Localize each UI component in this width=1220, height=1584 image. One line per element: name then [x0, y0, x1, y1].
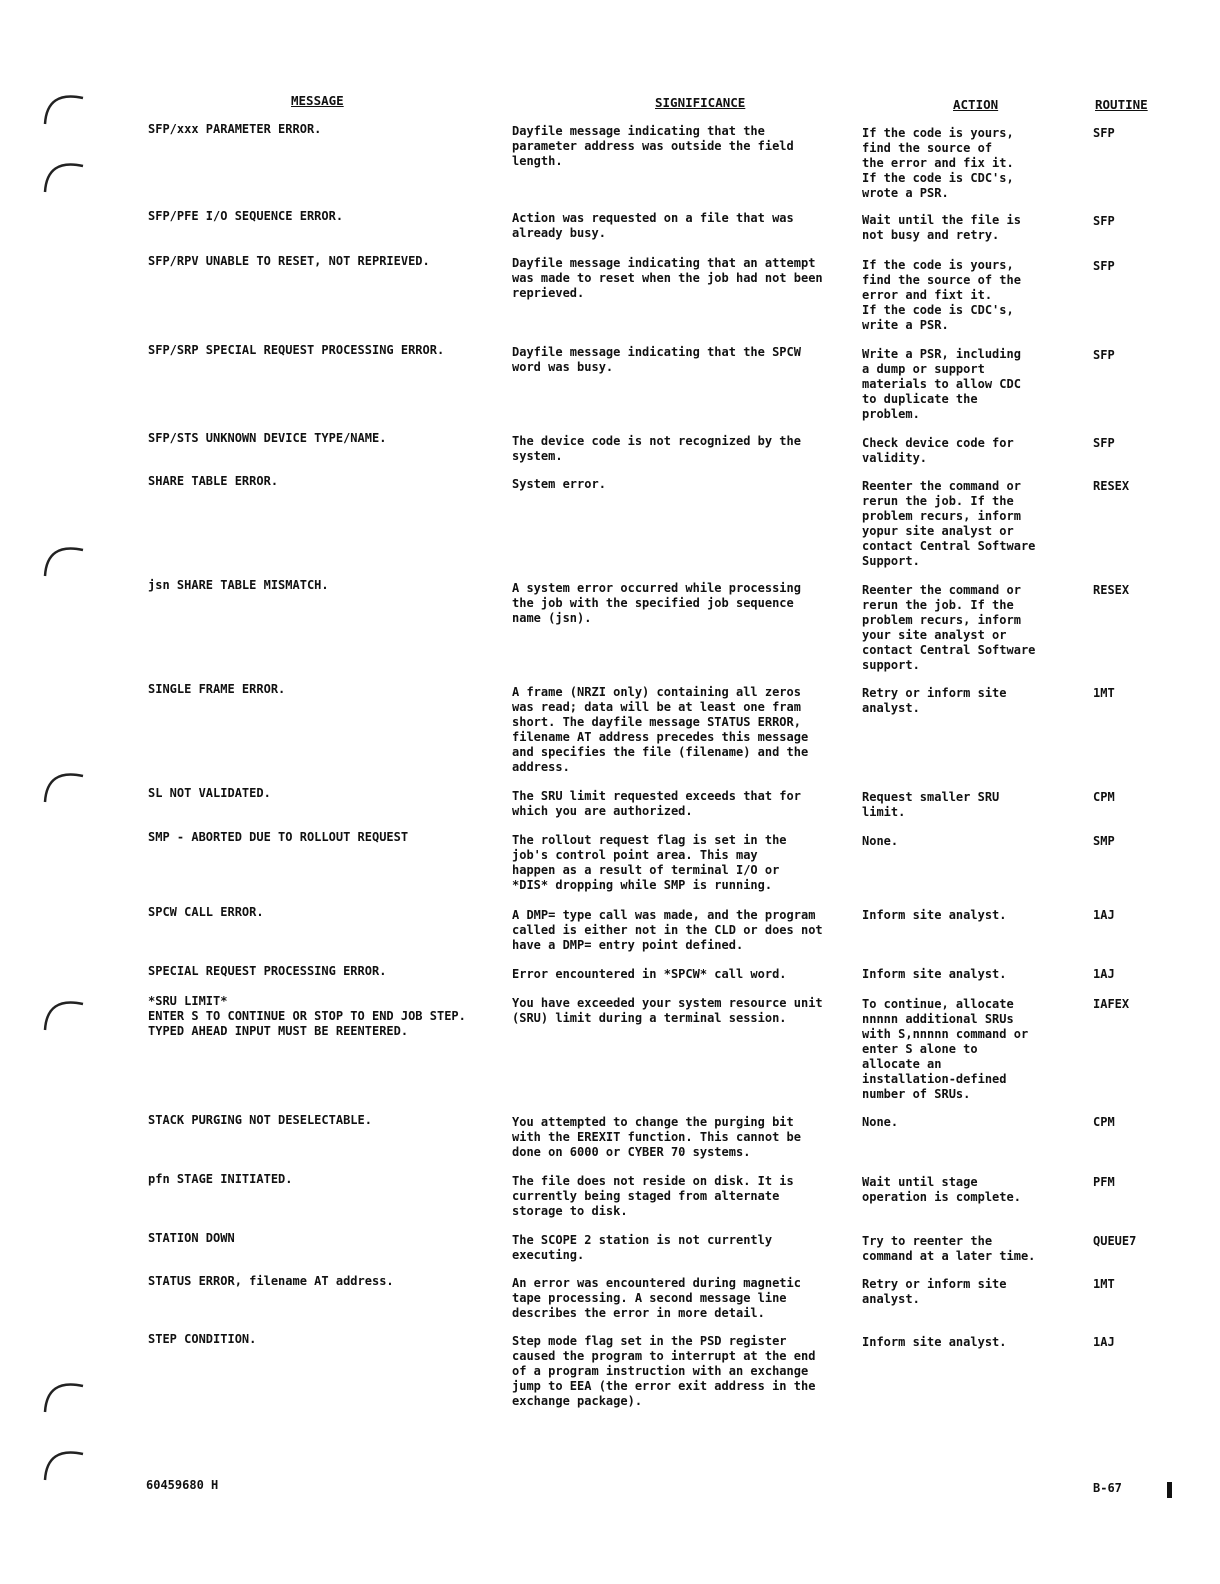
message-cell: SFP/RPV UNABLE TO RESET, NOT REPRIEVED. — [148, 254, 430, 268]
change-bar — [1167, 1482, 1172, 1498]
significance-cell: The SCOPE 2 station is not currently executing. — [512, 1233, 773, 1262]
action-cell: Try to reenter the command at a later time. — [862, 1234, 1036, 1263]
routine-cell: 1AJ — [1093, 908, 1115, 922]
message-cell: SPCW CALL ERROR. — [148, 905, 264, 919]
action-cell: Retry or inform site analyst. — [862, 686, 1007, 715]
significance-cell: A system error occurred while processing the job with the specified job sequence name (jsn). — [512, 581, 801, 625]
significance-cell: Dayfile message indicating that an attempt was made to reset when the job had not been reprieved. — [512, 256, 823, 300]
action-cell: Retry or inform site analyst. — [862, 1277, 1007, 1306]
action-cell: Inform site analyst. — [862, 1335, 1007, 1349]
message-cell: STATION DOWN — [148, 1231, 235, 1245]
header-message: MESSAGE — [291, 93, 344, 108]
routine-cell: 1AJ — [1093, 967, 1115, 981]
header-significance: SIGNIFICANCE — [655, 95, 746, 110]
significance-cell: Error encountered in *SPCW* call word. — [512, 967, 787, 981]
message-cell: SL NOT VALIDATED. — [148, 786, 271, 800]
binder-hole-mark — [33, 536, 93, 586]
routine-cell: SFP — [1093, 126, 1115, 140]
significance-cell: The device code is not recognized by the system. — [512, 434, 801, 463]
significance-cell: Dayfile message indicating that the parameter address was outside the field length. — [512, 124, 794, 168]
message-cell: SFP/STS UNKNOWN DEVICE TYPE/NAME. — [148, 431, 387, 445]
binder-hole-mark — [33, 1440, 93, 1490]
action-cell: If the code is yours, find the source of the error and fix it. If the code is CDC's, wrote a PSR. — [862, 126, 1014, 200]
message-cell: SFP/xxx PARAMETER ERROR. — [148, 122, 322, 136]
action-cell: Inform site analyst. — [862, 967, 1007, 981]
action-cell: Write a PSR, including a dump or support materials to allow CDC to duplicate the problem. — [862, 347, 1021, 421]
message-cell: SINGLE FRAME ERROR. — [148, 682, 286, 696]
significance-cell: The file does not reside on disk. It is currently being staged from alternate storage to disk. — [512, 1174, 794, 1218]
action-cell: If the code is yours, find the source of the error and fixt it. If the code is CDC's, write a PSR. — [862, 258, 1021, 332]
significance-cell: You attempted to change the purging bit with the EREXIT function. This cannot be done on 6000 or CYBER 70 systems. — [512, 1115, 801, 1159]
significance-cell: Step mode flag set in the PSD register caused the program to interrupt at the end of a program instruction with an exchange jump to EEA (the error exit address in the exchange package). — [512, 1334, 816, 1408]
document-number: 60459680 H — [146, 1478, 219, 1492]
routine-cell: 1MT — [1093, 1277, 1115, 1291]
header-action: ACTION — [953, 97, 999, 112]
binder-hole-mark — [33, 152, 93, 202]
action-cell: None. — [862, 1115, 899, 1129]
page-number: B-67 — [1093, 1481, 1122, 1495]
routine-cell: CPM — [1093, 1115, 1115, 1129]
message-cell: SFP/PFE I/O SEQUENCE ERROR. — [148, 209, 344, 223]
action-cell: Wait until stage operation is complete. — [862, 1175, 1021, 1204]
significance-cell: You have exceeded your system resource unit (SRU) limit during a terminal session. — [512, 996, 823, 1025]
routine-cell: SFP — [1093, 348, 1115, 362]
routine-cell: RESEX — [1093, 479, 1130, 493]
significance-cell: Dayfile message indicating that the SPCW word was busy. — [512, 345, 801, 374]
binder-hole-mark — [33, 1372, 93, 1422]
routine-cell: QUEUE7 — [1093, 1234, 1137, 1248]
binder-hole-mark — [33, 84, 93, 134]
routine-cell: SFP — [1093, 259, 1115, 273]
routine-cell: 1AJ — [1093, 1335, 1115, 1349]
message-cell: SPECIAL REQUEST PROCESSING ERROR. — [148, 964, 387, 978]
message-cell: SMP - ABORTED DUE TO ROLLOUT REQUEST — [148, 830, 409, 844]
message-cell: *SRU LIMIT* ENTER S TO CONTINUE OR STOP TO END JOB STEP. TYPED AHEAD INPUT MUST BE REENTERED. — [148, 994, 466, 1038]
routine-cell: SMP — [1093, 834, 1115, 848]
message-cell: STACK PURGING NOT DESELECTABLE. — [148, 1113, 372, 1127]
significance-cell: System error. — [512, 477, 606, 491]
routine-cell: CPM — [1093, 790, 1115, 804]
routine-cell: IAFEX — [1093, 997, 1130, 1011]
significance-cell: An error was encountered during magnetic tape processing. A second message line describes the error in more detail. — [512, 1276, 801, 1320]
message-cell: STEP CONDITION. — [148, 1332, 257, 1346]
binder-hole-mark — [33, 762, 93, 812]
routine-cell: SFP — [1093, 436, 1115, 450]
significance-cell: The SRU limit requested exceeds that for which you are authorized. — [512, 789, 801, 818]
message-cell: STATUS ERROR, filename AT address. — [148, 1274, 394, 1288]
action-cell: None. — [862, 834, 899, 848]
message-cell: SHARE TABLE ERROR. — [148, 474, 279, 488]
significance-cell: Action was requested on a file that was already busy. — [512, 211, 794, 240]
significance-cell: The rollout request flag is set in the job's control point area. This may happen as a result of terminal I/O or *DIS* dropping while SMP is running. — [512, 833, 787, 892]
header-routine: ROUTINE — [1095, 97, 1148, 112]
routine-cell: RESEX — [1093, 583, 1130, 597]
message-cell: SFP/SRP SPECIAL REQUEST PROCESSING ERROR. — [148, 343, 445, 357]
action-cell: Inform site analyst. — [862, 908, 1007, 922]
routine-cell: 1MT — [1093, 686, 1115, 700]
binder-hole-mark — [33, 990, 93, 1040]
message-cell: jsn SHARE TABLE MISMATCH. — [148, 578, 329, 592]
action-cell: Reenter the command or rerun the job. If the problem recurs, inform yopur site analyst or contact Central Software Support. — [862, 479, 1036, 568]
action-cell: Reenter the command or rerun the job. If the problem recurs, inform your site analyst or contact Central Software support. — [862, 583, 1036, 672]
action-cell: Wait until the file is not busy and retry. — [862, 213, 1021, 242]
action-cell: To continue, allocate nnnnn additional SRUs with S,nnnnn command or enter S alone to allocate an installation-defined number of SRUs. — [862, 997, 1029, 1101]
significance-cell: A frame (NRZI only) containing all zeros was read; data will be at least one fram short. The dayfile message STATUS ERROR, filename AT address precedes this message and specifies the file (filename) and the address. — [512, 685, 809, 774]
significance-cell: A DMP= type call was made, and the program called is either not in the CLD or does not have a DMP= entry point defined. — [512, 908, 823, 952]
routine-cell: PFM — [1093, 1175, 1115, 1189]
action-cell: Check device code for validity. — [862, 436, 1014, 465]
action-cell: Request smaller SRU limit. — [862, 790, 1000, 819]
routine-cell: SFP — [1093, 214, 1115, 228]
message-cell: pfn STAGE INITIATED. — [148, 1172, 293, 1186]
